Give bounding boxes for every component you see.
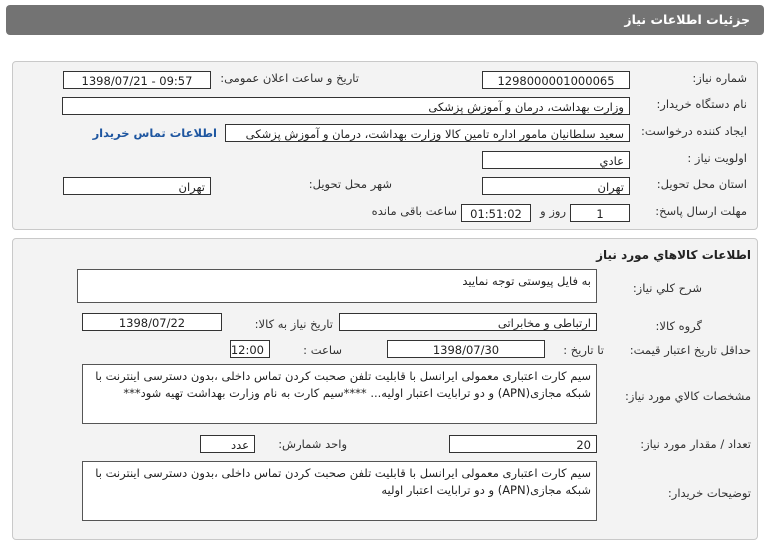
page-header-bar xyxy=(6,5,764,35)
time-remaining-label: ساعت باقی مانده xyxy=(371,204,457,218)
announce-datetime-field: 1398/07/21 - 09:57 xyxy=(63,71,211,89)
province-label: استان محل تحویل: xyxy=(656,177,747,191)
unit-label: واحد شمارش: xyxy=(278,437,347,451)
creator-field: سعید سلطانیان مامور اداره تامین کالا وزارت بهداشت، درمان و آموزش پزشکی xyxy=(225,124,630,142)
group-field: ارتباطی و مخابراتی xyxy=(339,313,597,331)
buyer-contact-link[interactable]: اطلاعات تماس خریدار xyxy=(92,126,217,140)
need-info-panel xyxy=(12,61,758,230)
deadline-label: مهلت ارسال پاسخ: xyxy=(655,204,747,218)
page-title: جزئیات اطلاعات نیاز xyxy=(624,12,750,27)
price-validity-label: حداقل تاریخ اعتبار قیمت: xyxy=(629,343,751,357)
group-label: گروه کالا: xyxy=(655,319,702,333)
goods-panel xyxy=(12,238,758,540)
hour-label: ساعت : xyxy=(303,343,342,357)
goods-section-title: اطلاعات کالاهاي مورد نياز xyxy=(596,248,751,262)
buyer-org-label: نام دستگاه خریدار: xyxy=(656,97,747,111)
specs-label: مشخصات کالاي مورد نياز: xyxy=(624,389,751,403)
until-date-field: 1398/07/30 xyxy=(387,340,545,358)
hour-field: 12:00 xyxy=(230,340,270,358)
quantity-field: 20 xyxy=(449,435,597,453)
summary-field: به فایل پیوستی توجه نمایید xyxy=(77,269,597,303)
until-date-label: تا تاریخ : xyxy=(563,343,604,357)
need-date-field: 1398/07/22 xyxy=(82,313,222,331)
specs-field: سیم کارت اعتباری معمولی ایرانسل با قابلیت تلفن صحبت کردن تماس داخلی ،بدون دسترسی اینترنت با شبکه مجازی(APN) و دو ترابایت اعتبار اولیه... ****سیم کارت به نام وزارت بهداشت تهیه شود*** xyxy=(82,364,597,424)
summary-label: شرح کلي نياز: xyxy=(632,281,702,295)
announce-datetime-label: تاریخ و ساعت اعلان عمومی: xyxy=(220,71,359,85)
priority-field: عادي xyxy=(482,151,630,169)
days-and-label: روز و xyxy=(540,204,566,218)
province-field: تهران xyxy=(482,177,630,195)
time-remaining-field: 01:51:02 xyxy=(461,204,531,222)
need-number-field: 1298000001000065 xyxy=(482,71,630,89)
buyer-notes-label: توضیحات خریدار: xyxy=(667,486,751,500)
buyer-org-field: وزارت بهداشت، درمان و آموزش پزشکی xyxy=(62,97,630,115)
buyer-notes-field: سیم کارت اعتباری معمولی ایرانسل با قابلیت تلفن صحبت کردن تماس داخلی ،بدون دسترسی اینترنت با شبکه مجازی(APN) و دو ترابایت اعتبار اولیه xyxy=(82,461,597,521)
priority-label: اولویت نیاز : xyxy=(687,151,747,165)
city-label: شهر محل تحویل: xyxy=(308,177,392,191)
unit-field: عدد xyxy=(200,435,255,453)
need-date-label: تاریخ نیاز به کالا: xyxy=(254,317,333,331)
quantity-label: تعداد / مقدار مورد نياز: xyxy=(640,437,751,451)
creator-label: ایجاد کننده درخواست: xyxy=(641,124,747,138)
deadline-days-field: 1 xyxy=(570,204,630,222)
city-field: تهران xyxy=(63,177,211,195)
need-number-label: شماره نیاز: xyxy=(692,71,747,85)
